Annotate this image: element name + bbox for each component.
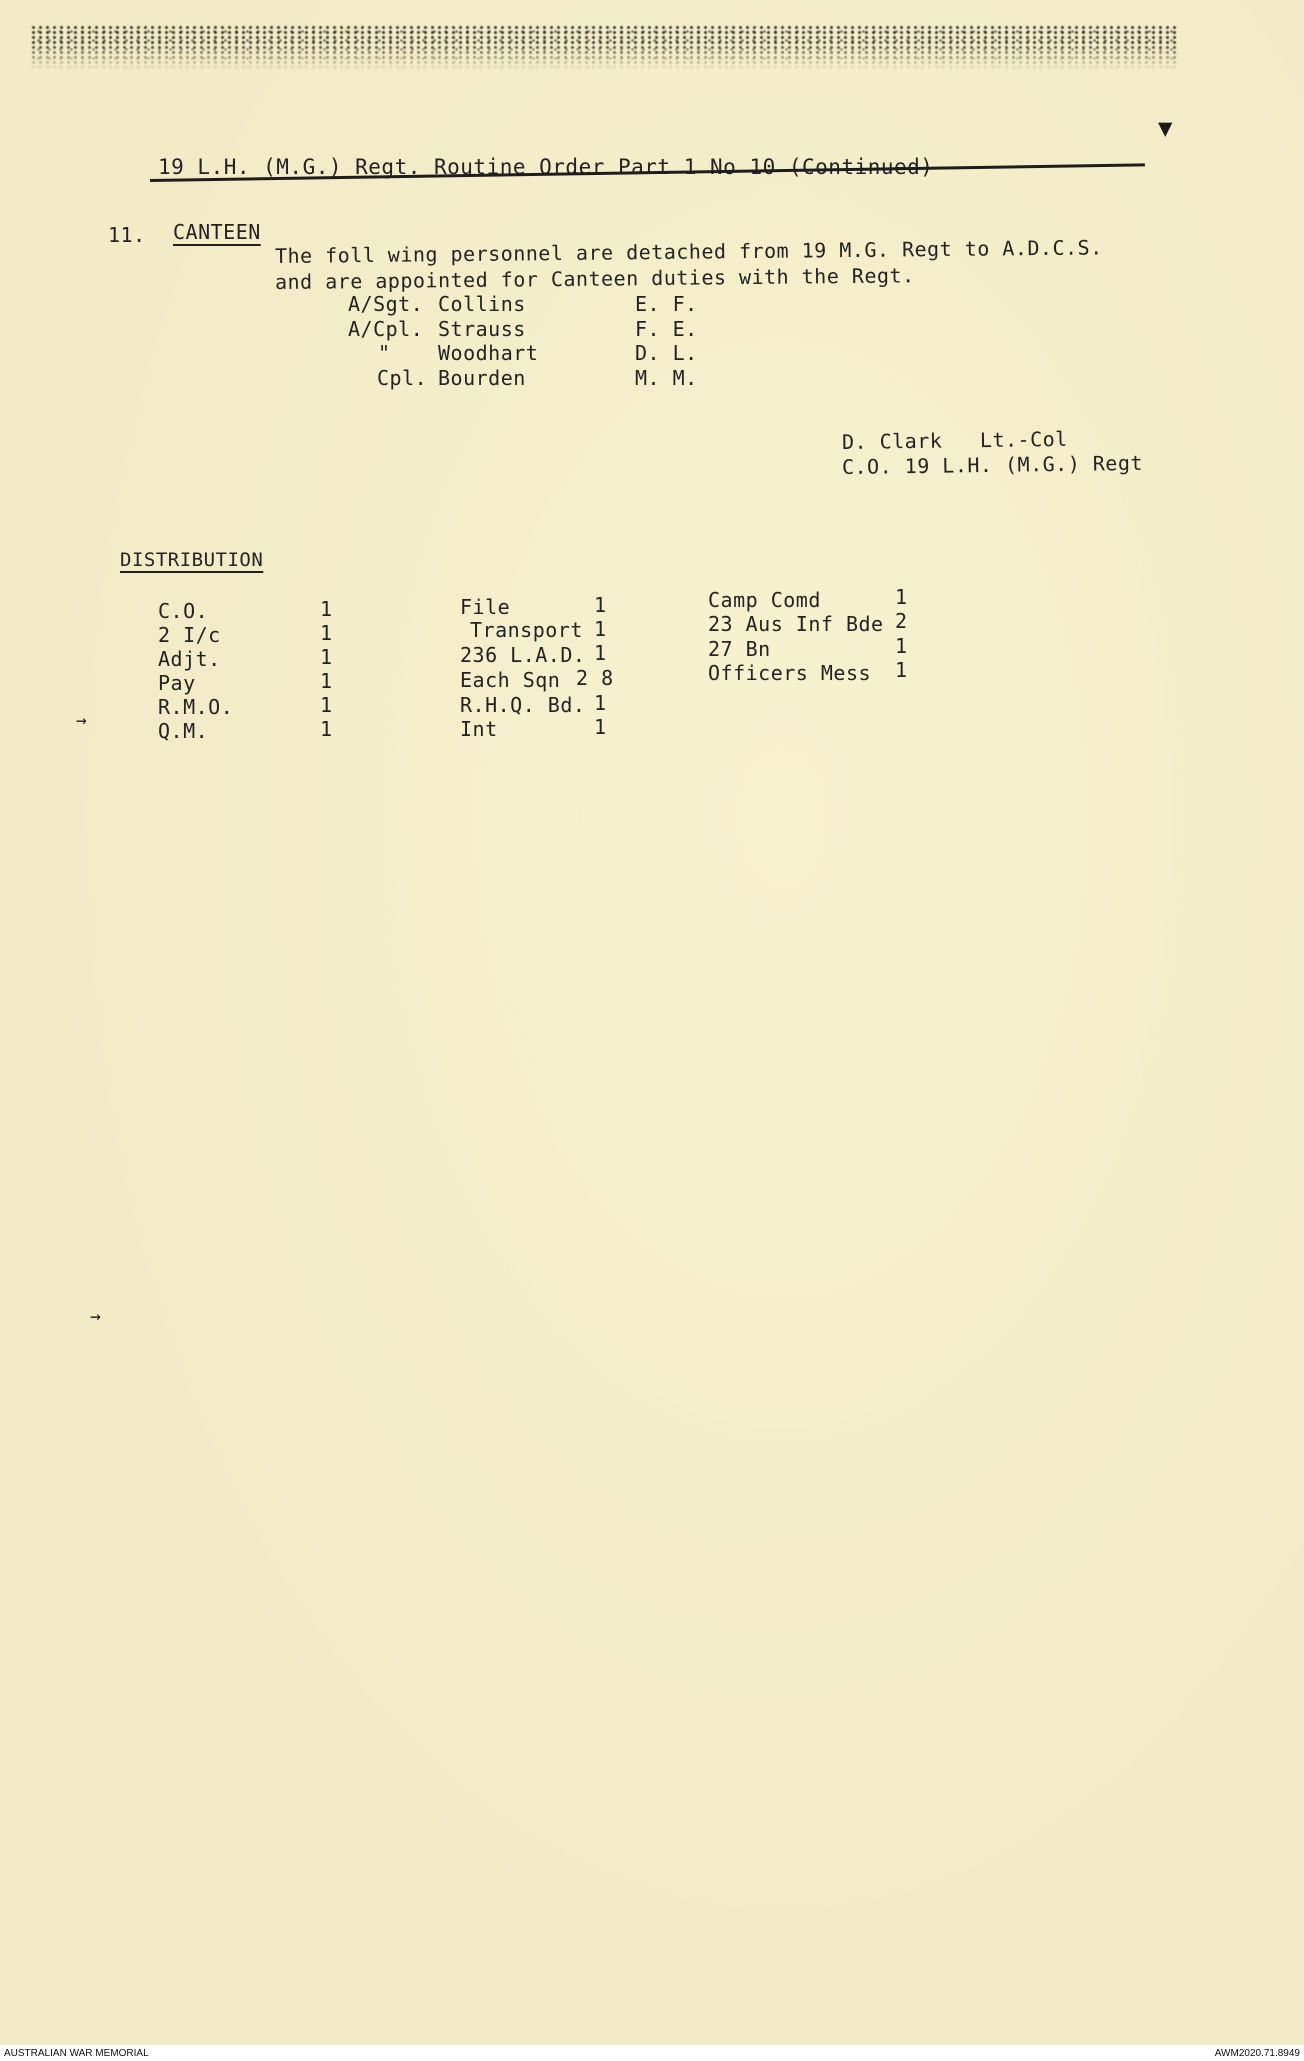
distribution-count: 1 bbox=[895, 658, 908, 682]
personnel-name: Strauss bbox=[438, 317, 526, 341]
distribution-label: Transport bbox=[470, 618, 583, 642]
personnel-initials: D. L. bbox=[635, 341, 698, 365]
personnel-rank: Cpl. bbox=[377, 366, 428, 390]
footer-left: AUSTRALIAN WAR MEMORIAL bbox=[4, 2048, 149, 2059]
margin-tick-mark: → bbox=[76, 710, 87, 731]
distribution-heading: DISTRIBUTION bbox=[120, 549, 264, 571]
distribution-count: 1 bbox=[320, 597, 333, 621]
personnel-name: Woodhart bbox=[438, 341, 539, 365]
personnel-rank: " bbox=[378, 341, 391, 365]
distribution-label: 2 I/c bbox=[158, 623, 221, 647]
section-number: 11. bbox=[108, 223, 146, 247]
personnel-initials: F. E. bbox=[635, 317, 698, 341]
distribution-count: 1 bbox=[594, 641, 607, 665]
personnel-initials: M. M. bbox=[635, 366, 698, 390]
distribution-label: 23 Aus Inf Bde bbox=[708, 612, 884, 636]
distribution-count: 1 bbox=[895, 585, 908, 609]
distribution-count: 1 bbox=[594, 715, 607, 739]
distribution-label: Adjt. bbox=[158, 647, 221, 671]
personnel-rank: A/Cpl. bbox=[348, 317, 424, 341]
distribution-count: 1 bbox=[594, 617, 607, 641]
distribution-count: 2 bbox=[895, 609, 908, 633]
section-body-line1: The foll wing personnel are detached from 19 M.G. Regt to A.D.C.S. bbox=[274, 235, 1103, 268]
personnel-name: Bourden bbox=[438, 366, 526, 390]
distribution-count: 1 bbox=[320, 693, 333, 717]
distribution-label: 236 L.A.D. bbox=[460, 643, 586, 667]
distribution-count: 1 bbox=[320, 621, 333, 645]
distribution-label: Each Sqn bbox=[460, 668, 561, 692]
punch-hole-mark: ▼ bbox=[1158, 114, 1173, 142]
distribution-label: R.M.O. bbox=[158, 695, 234, 719]
distribution-label: C.O. bbox=[158, 599, 209, 623]
signature-title: C.O. 19 L.H. (M.G.) Regt bbox=[841, 450, 1144, 479]
section-body-line2: and are appointed for Canteen duties with the Regt. bbox=[274, 263, 915, 294]
distribution-label: Camp Comd bbox=[708, 588, 821, 612]
distribution-label: Q.M. bbox=[158, 719, 209, 743]
distribution-count: 2 8 bbox=[576, 666, 614, 690]
distribution-label: Officers Mess bbox=[708, 661, 872, 685]
personnel-rank: A/Sgt. bbox=[348, 292, 424, 316]
footer-right: AWM2020.71.8949 bbox=[1214, 2048, 1300, 2059]
distribution-count: 1 bbox=[320, 669, 333, 693]
distribution-count: 1 bbox=[594, 593, 607, 617]
order-header: 19 L.H. (M.G.) Regt. Routine Order Part 1 No 10 (Continued) bbox=[158, 155, 934, 179]
margin-tick-mark: → bbox=[90, 1306, 101, 1327]
distribution-label: 27 Bn bbox=[708, 637, 771, 661]
scan-noise bbox=[30, 25, 1180, 70]
distribution-label: File bbox=[460, 595, 511, 619]
distribution-label: R.H.Q. Bd. bbox=[460, 693, 586, 717]
distribution-label: Int bbox=[460, 717, 498, 741]
distribution-label: Pay bbox=[158, 671, 196, 695]
section-title: CANTEEN bbox=[173, 220, 261, 244]
distribution-count: 1 bbox=[320, 645, 333, 669]
signature-name: D. Clark Lt.-Col bbox=[841, 426, 1068, 454]
distribution-count: 1 bbox=[594, 691, 607, 715]
distribution-count: 1 bbox=[895, 634, 908, 658]
personnel-name: Collins bbox=[438, 292, 526, 316]
personnel-initials: E. F. bbox=[635, 292, 698, 316]
distribution-count: 1 bbox=[320, 717, 333, 741]
